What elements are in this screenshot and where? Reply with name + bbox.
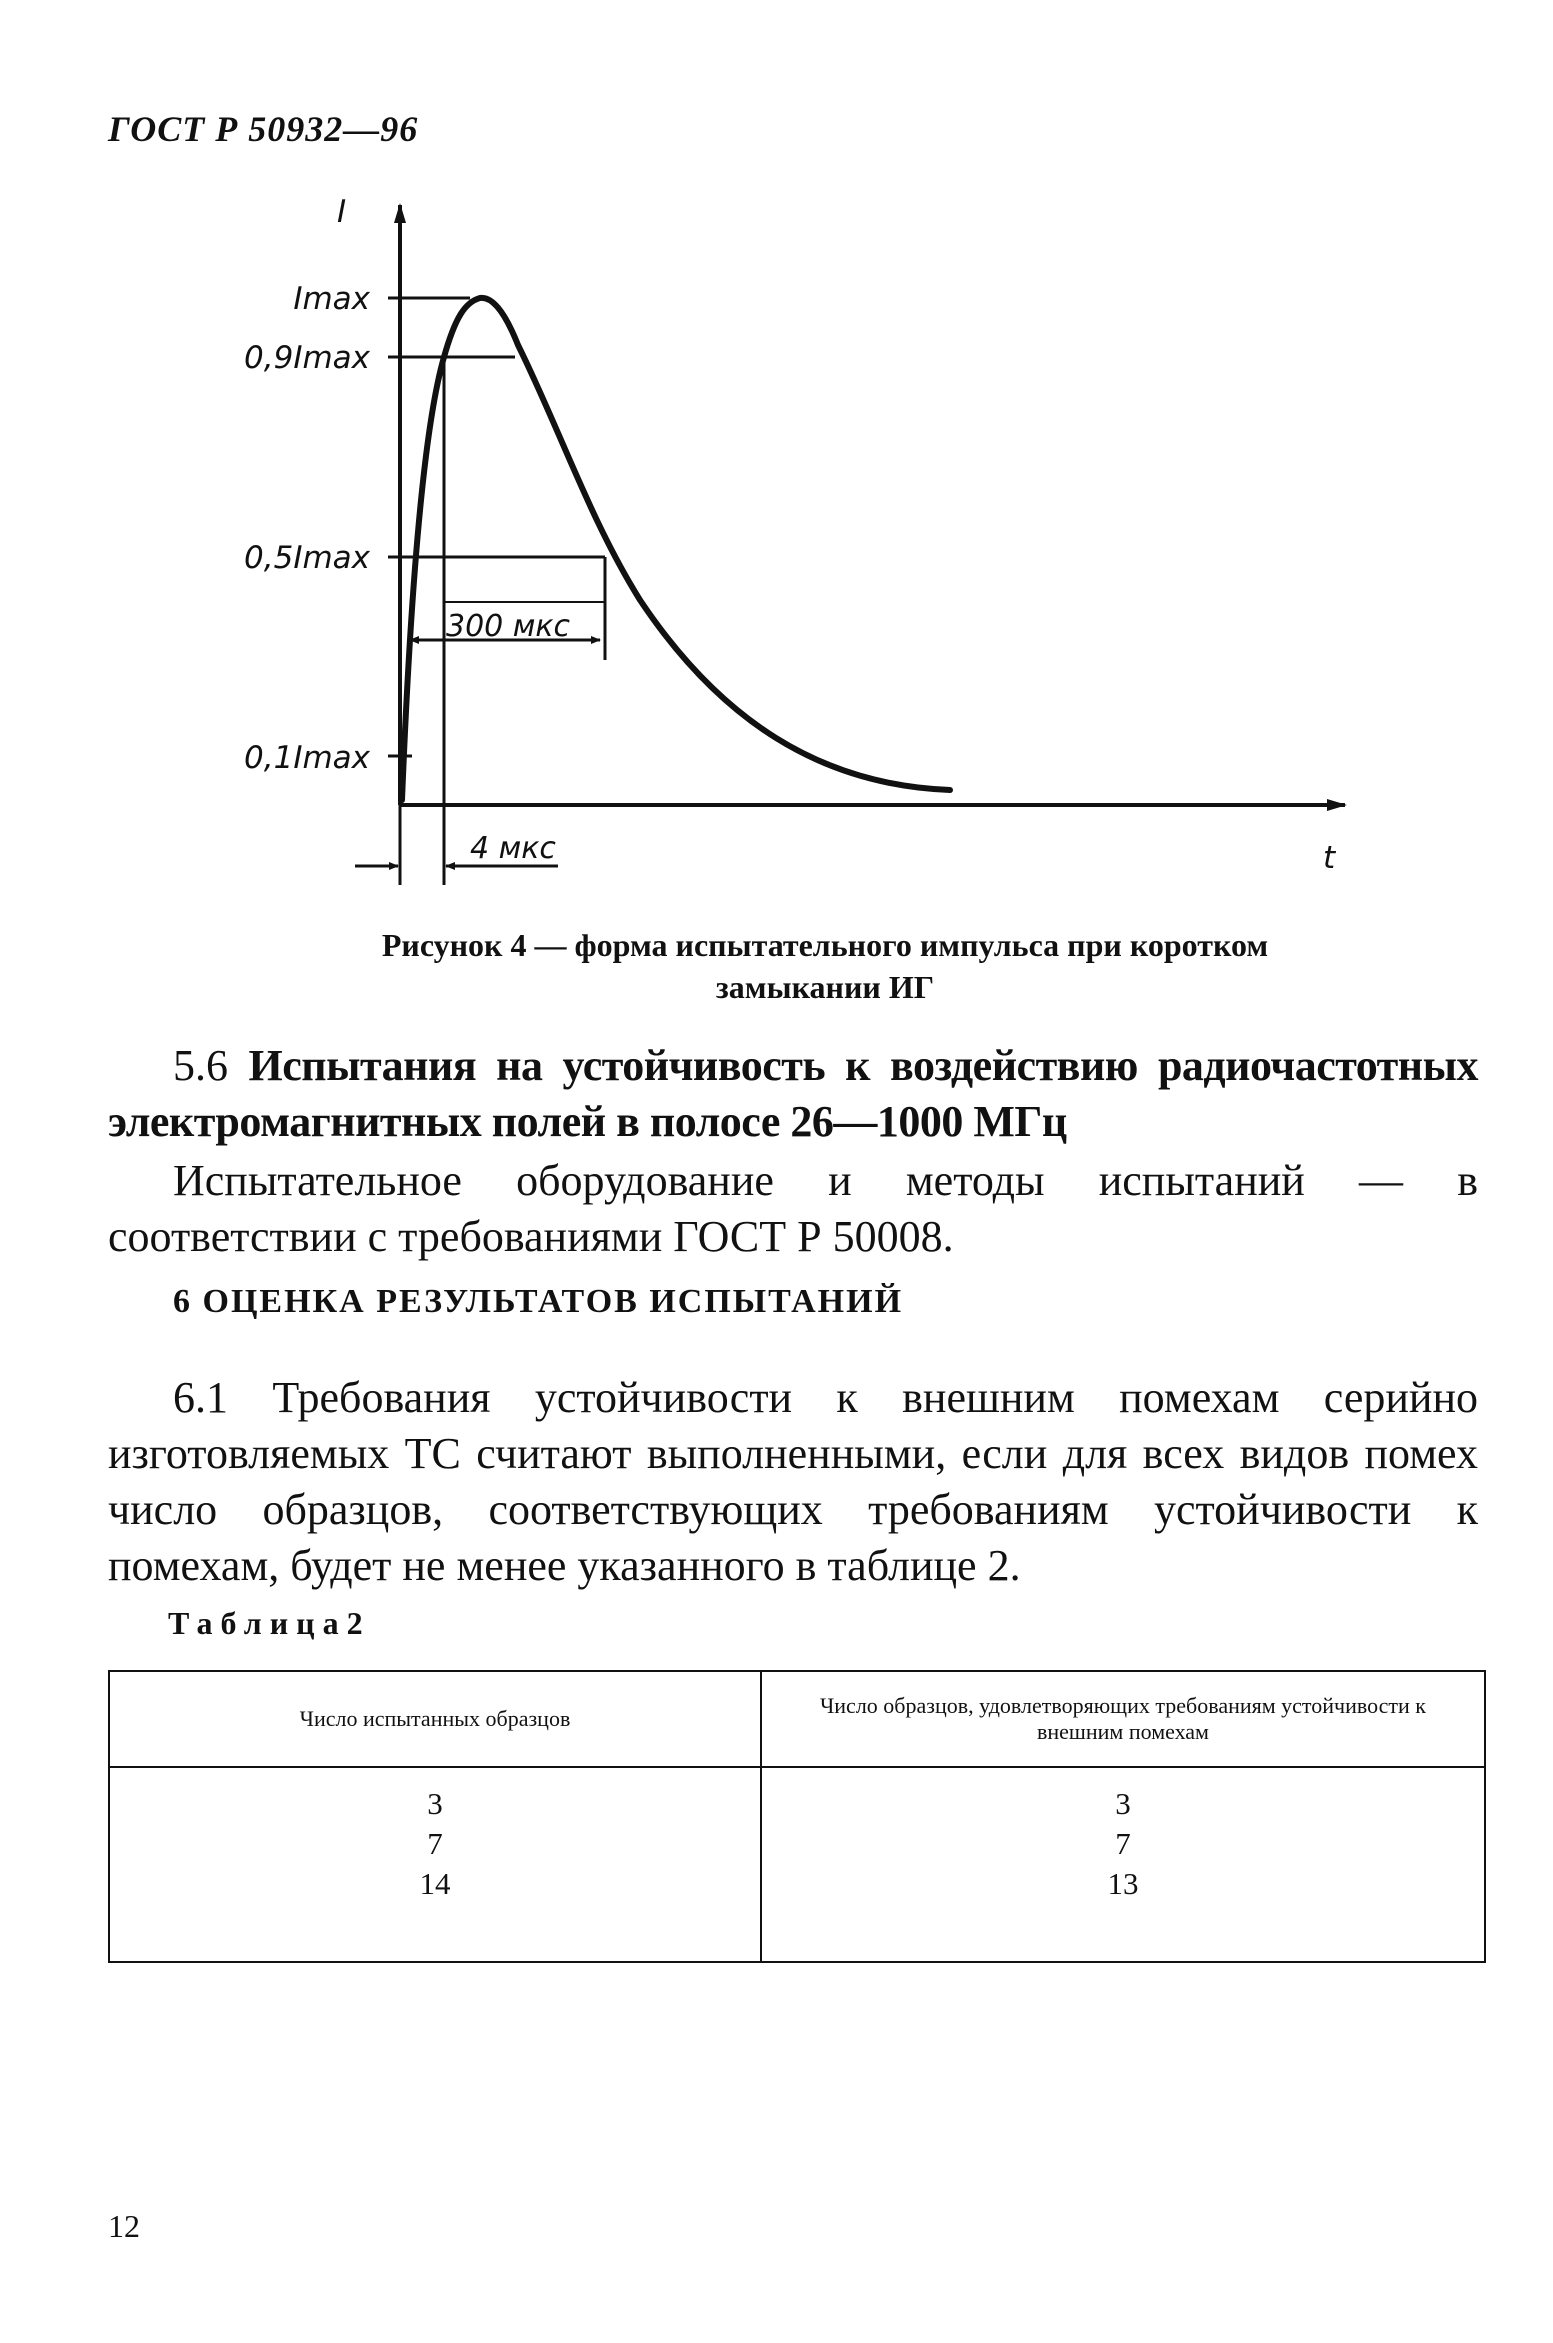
table-cell: 13 [1107, 1866, 1139, 1901]
table-2-col2-values [761, 1767, 1485, 1962]
section-5-6-heading [108, 1038, 1478, 1150]
figure-caption [300, 924, 1350, 1008]
section-6-heading: 6 ОЦЕНКА РЕЗУЛЬТАТОВ ИСПЫТАНИЙ [173, 1283, 904, 1320]
section-5-6-title: Испытания на устойчивость к воздействию радиочастотных электромагнитных полей в полосе 26—1000 МГц [108, 1041, 1479, 1146]
section-6-1-paragraph [108, 1370, 1478, 1594]
section-5-6-text [108, 1153, 1478, 1265]
table-2-caption: Таблица2 [168, 1605, 371, 1641]
y-axis-label: I [337, 194, 347, 230]
figure-caption-line-1: Рисунок 4 — форма испытательного импульса при коротком [381, 927, 1269, 963]
section-5-6-number: 5.6 [173, 1041, 228, 1090]
page-number: 12 [108, 2208, 140, 2244]
dim-label-300us: 300 мкс [446, 609, 571, 644]
tick-label-0-1imax: 0,1Imax [244, 740, 370, 776]
dim-label-4us: 4 мкс [470, 831, 556, 866]
table-2-header-col2: Число образцов, удовлетворяющих требованиям устойчивости к внешним помехам [761, 1671, 1485, 1767]
tick-label-0-5imax: 0,5Imax [244, 540, 370, 576]
table-cell: 3 [427, 1786, 443, 1821]
figure-caption-line-2: замыкании ИГ [715, 969, 935, 1005]
tick-label-0-9imax: 0,9Imax [244, 340, 370, 376]
document-header: ГОСТ Р 50932—96 [108, 109, 419, 149]
table-cell: 7 [427, 1826, 443, 1861]
section-5-6-body: Испытательное оборудование и методы испытаний — в соответствии с требованиями ГОСТ Р 50008. [108, 1156, 1478, 1261]
table-cell: 7 [1115, 1826, 1131, 1861]
tick-label-imax: Imax [293, 281, 370, 317]
table-2-header-col1: Число испытанных образцов [109, 1671, 761, 1767]
table-cell: 3 [1115, 1786, 1131, 1821]
table-cell: 14 [419, 1866, 451, 1901]
impulse-waveform-figure [0, 0, 1553, 920]
x-axis-label: t [1323, 840, 1336, 876]
pulse-curve [402, 298, 950, 800]
table-2 [108, 1670, 1486, 1963]
section-6-1-text: 6.1 Требования устойчивости к внешним помехам серийно изготовляемых ТС считают выполненными, если для всех видов помех число образцов, соответствующих требованиям устойчивости к помехам, будет не менее указанного в таблице 2. [108, 1373, 1478, 1590]
table-2-col1-values [109, 1767, 761, 1962]
